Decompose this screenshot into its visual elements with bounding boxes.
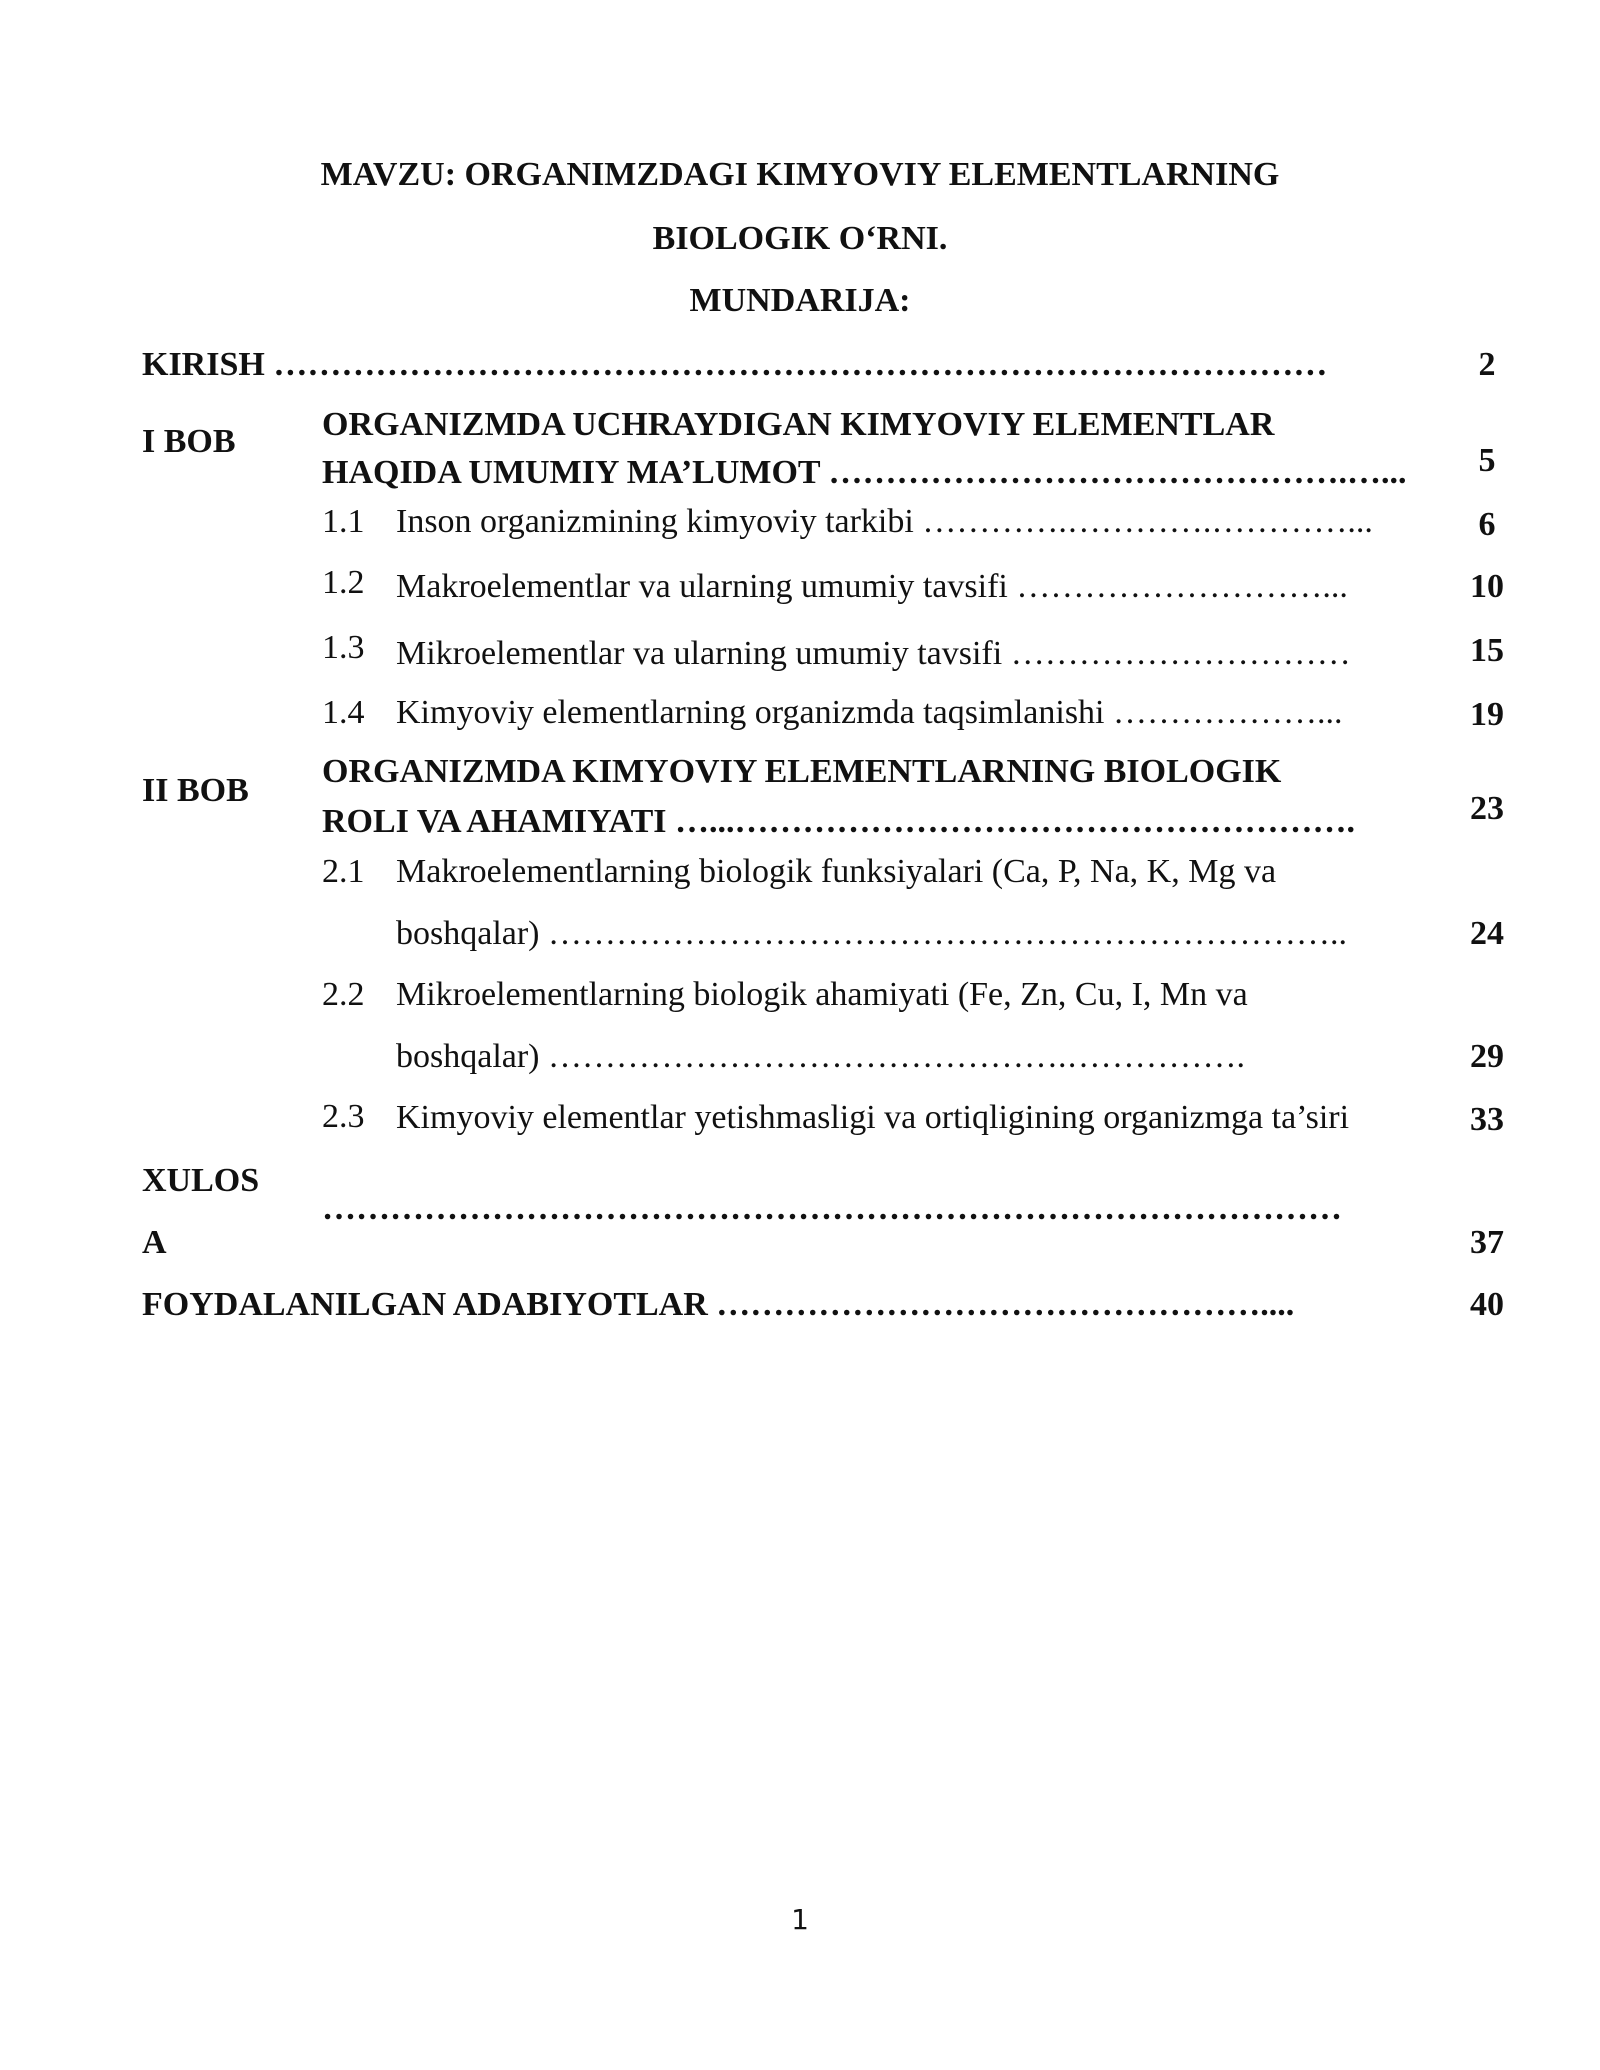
section-2-3-number: 2.3 — [322, 1098, 365, 1135]
section-2-3-title: Kimyoviy elementlar yetishmasligi va ortiqligining organizmga ta’siri — [396, 1099, 1350, 1136]
conclusion-dot-leader: ……………………………………………………………………………… — [322, 1190, 1342, 1227]
section-1-2-title: Makroelementlar va ularning umumiy tavsifi ………………………... — [396, 568, 1348, 605]
section-2-1-title-line-2: boshqalar) …………………………………………………………….. — [396, 915, 1348, 952]
section-2-3-page: 33 — [1470, 1101, 1504, 1138]
section-1-3-title: Mikroelementlar va ularning umumiy tavsifi ………………………… — [396, 635, 1351, 672]
conclusion-label-line-1: XULOS — [142, 1162, 260, 1199]
section-1-2-number: 1.2 — [322, 564, 365, 601]
section-2-2-number: 2.2 — [322, 976, 365, 1013]
section-2-2-page: 29 — [1470, 1038, 1504, 1075]
chapter-1-label: I BOB — [142, 423, 236, 460]
chapter-1-page: 5 — [1478, 442, 1496, 479]
section-1-3-number: 1.3 — [322, 629, 365, 666]
chapter-1-title-line-1: ORGANIZMDA UCHRAYDIGAN KIMYOVIY ELEMENTLAR — [322, 406, 1275, 443]
references-page: 40 — [1470, 1286, 1504, 1323]
toc-intro: KIRISH ………………………………………………………………………………… — [142, 346, 1328, 383]
section-1-3-page: 15 — [1470, 632, 1504, 669]
section-1-2-page: 10 — [1470, 568, 1504, 605]
chapter-2-title-line-2: ROLI VA AHAMIYATI …...………………………………………………. — [322, 803, 1356, 840]
conclusion-label-line-2: A — [142, 1224, 167, 1261]
section-2-2-title-line-2: boshqalar) ……………………………………….……………. — [396, 1038, 1246, 1075]
section-1-4-number: 1.4 — [322, 694, 365, 731]
page-number: 1 — [791, 1903, 809, 1936]
title-line-2: BIOLOGIK O‘RNI. — [652, 220, 948, 257]
section-2-1-number: 2.1 — [322, 853, 365, 890]
conclusion-page: 37 — [1470, 1224, 1504, 1261]
toc-intro-page: 2 — [1478, 346, 1496, 383]
section-2-2-title-line-1: Mikroelementlarning biologik ahamiyati (Fe, Zn, Cu, I, Mn va — [396, 976, 1248, 1013]
title-line-1: MAVZU: ORGANIMZDAGI KIMYOVIY ELEMENTLARNING — [320, 156, 1280, 193]
toc-heading: MUNDARIJA: — [689, 282, 911, 319]
section-1-4-title: Kimyoviy elementlarning organizmda taqsimlanishi ………………... — [396, 694, 1343, 731]
toc-references: FOYDALANILGAN ADABIYOTLAR ………………………………………….... — [142, 1286, 1295, 1323]
chapter-1-title-line-2: HAQIDA UMUMIY MA’LUMOT ……………………………………….…... — [322, 454, 1407, 491]
chapter-2-page: 23 — [1470, 790, 1504, 827]
chapter-2-label: II BOB — [142, 772, 249, 809]
section-1-1-title: Inson organizmining kimyoviy tarkibi ………….………….…………... — [396, 503, 1373, 540]
section-1-1-number: 1.1 — [322, 503, 365, 540]
chapter-2-title-line-1: ORGANIZMDA KIMYOVIY ELEMENTLARNING BIOLOGIK — [322, 753, 1282, 790]
section-1-4-page: 19 — [1470, 696, 1504, 733]
section-1-1-page: 6 — [1478, 506, 1496, 543]
section-2-1-title-line-1: Makroelementlarning biologik funksiyalari (Ca, P, Na, K, Mg va — [396, 853, 1277, 890]
section-2-1-page: 24 — [1470, 915, 1504, 952]
